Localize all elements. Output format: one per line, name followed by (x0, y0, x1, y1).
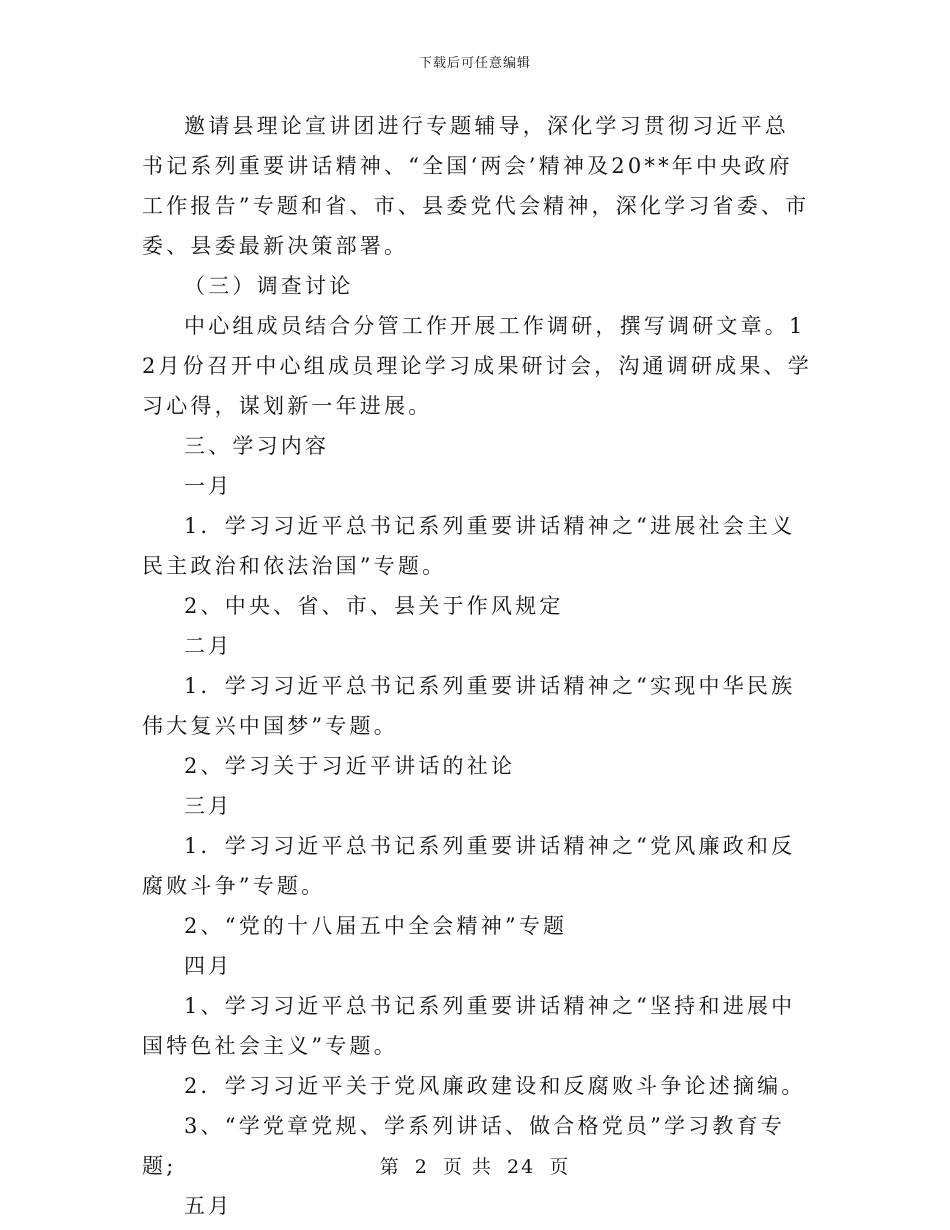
page-header: 下载后可任意编辑 (418, 56, 531, 71)
list-item: 2、中央、省、市、县关于作风规定 (184, 594, 564, 618)
footer-prefix: 第 (379, 1156, 401, 1178)
footer-suffix: 页 (549, 1156, 571, 1178)
page-total: 24 (507, 1156, 536, 1178)
section-heading: （三）调查讨论 (184, 274, 354, 298)
page-footer (0, 1152, 950, 1179)
month-heading: 三月 (184, 794, 233, 818)
page-number: 2 (414, 1156, 429, 1178)
paragraph: 中心组成员结合分管工作开展工作调研，撰写调研文章。12月份召开中心组成员理论学习成果研讨会，沟通调研成果、学习心得，谋划新一年进展。 (142, 314, 812, 418)
section-heading: 三、学习内容 (184, 434, 330, 458)
list-item: 1．学习习近平总书记系列重要讲话精神之“党风廉政和反腐败斗争”专题。 (142, 834, 796, 898)
month-heading: 五月 (184, 1194, 233, 1218)
list-item: 1．学习习近平总书记系列重要讲话精神之“进展社会主义民主政治和依法治国”专题。 (142, 514, 796, 578)
month-heading: 一月 (184, 474, 233, 498)
list-item: 1、学习习近平总书记系列重要讲话精神之“坚持和进展中国特色社会主义”专题。 (142, 994, 796, 1058)
paragraph: 邀请县理论宣讲团进行专题辅导，深化学习贯彻习近平总书记系列重要讲话精神、“全国‘两会’精神及20**年中央政府工作报告”专题和省、市、县委党代会精神，深化学习省委、市委、县委最新决策部署。 (142, 114, 810, 258)
list-item: 2、“党的十八届五中全会精神”专题 (184, 914, 568, 938)
list-item: 2．学习习近平关于党风廉政建设和反腐败斗争论述摘编。 (184, 1074, 806, 1098)
month-heading: 四月 (184, 954, 233, 978)
list-item: 3、“学党章党规、学系列讲话、做合格党员”学习教育专题; (142, 1114, 786, 1178)
document-body (142, 106, 812, 1226)
list-item: 1．学习习近平总书记系列重要讲话精神之“实现中华民族伟大复兴中国梦”专题。 (142, 674, 796, 738)
list-item: 2、学习关于习近平讲话的社论 (184, 754, 516, 778)
month-heading: 二月 (184, 634, 233, 658)
footer-middle: 页 共 (442, 1156, 493, 1178)
